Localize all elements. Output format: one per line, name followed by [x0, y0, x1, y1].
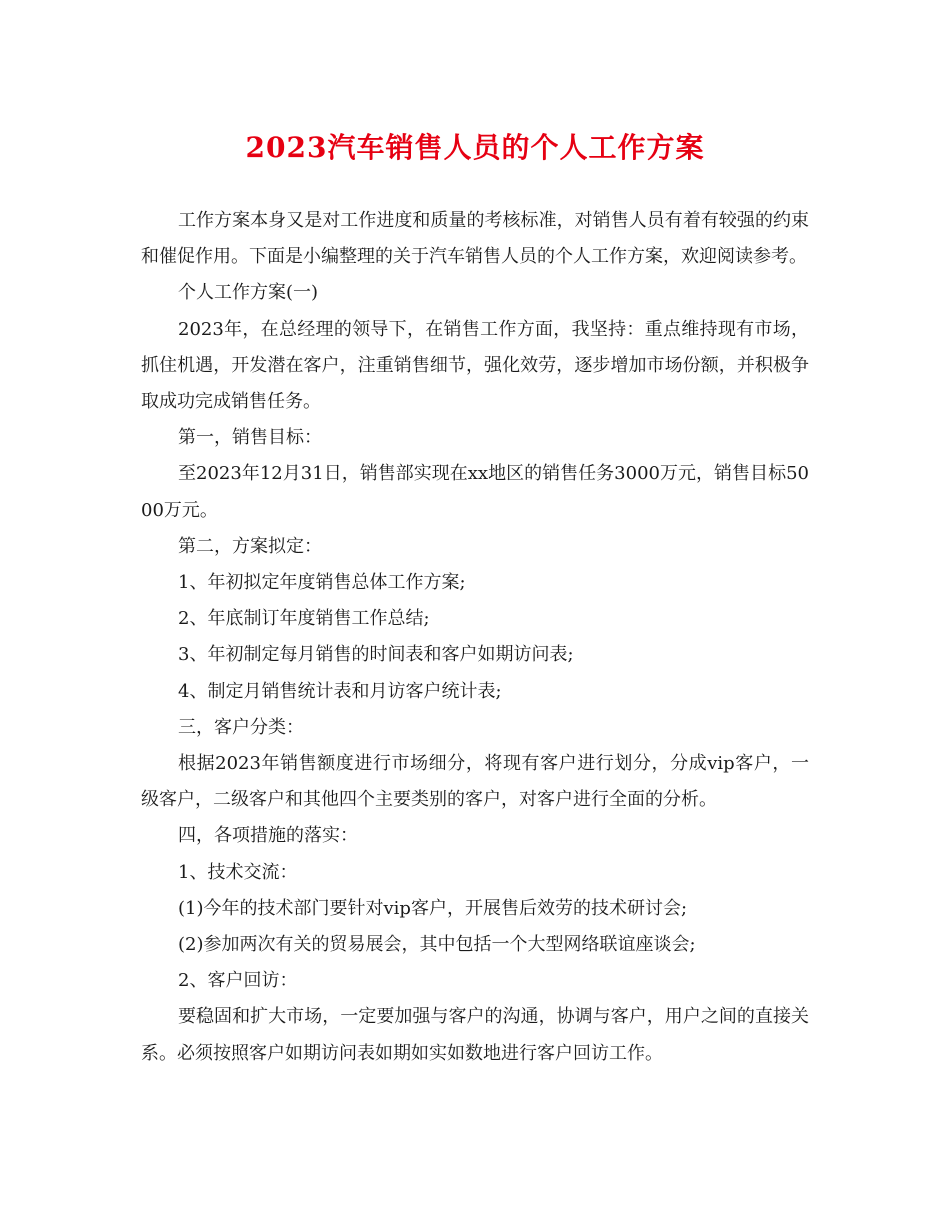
- paragraph-customer-classification: 根据2023年销售额度进行市场细分，将现有客户进行划分，分成vip客户，一级客户，二级客户和其他四个主要类别的客户，对客户进行全面的分析。: [141, 753, 809, 811]
- section-heading-plan-one: 个人工作方案(一): [178, 282, 319, 304]
- section-heading-plan-drafting: 第二，方案拟定：: [178, 535, 322, 557]
- list-item: (2)参加两次有关的贸易展会，其中包括一个大型网络联谊座谈会;: [178, 934, 696, 956]
- document-title: 2023汽车销售人员的个人工作方案: [245, 131, 705, 164]
- list-item: 4、制定月销售统计表和月访客户统计表;: [178, 680, 502, 702]
- paragraph-sales-target: 至2023年12月31日，销售部实现在xx地区的销售任务3000万元，销售目标5000万元。: [141, 463, 809, 521]
- subheading-tech-exchange: 1、技术交流：: [178, 861, 298, 883]
- paragraph-overview: 2023年，在总经理的领导下，在销售工作方面，我坚持：重点维持现有市场，抓住机遇，开发潜在客户，注重销售细节，强化效劳，逐步增加市场份额，并积极争取成功完成销售任务。: [141, 318, 809, 413]
- list-item: 1、年初拟定年度销售总体工作方案;: [178, 572, 466, 594]
- document-body: [141, 203, 809, 1072]
- list-item: 3、年初制定每月销售的时间表和客户如期访问表;: [178, 644, 574, 666]
- paragraph-intro: 工作方案本身又是对工作进度和质量的考核标准，对销售人员有着有较强的约束和催促作用。下面是小编整理的关于汽车销售人员的个人工作方案，欢迎阅读参考。: [141, 210, 809, 268]
- paragraph-customer-revisit: 要稳固和扩大市场，一定要加强与客户的沟通，协调与客户，用户之间的直接关系。必须按照客户如期访问表如期如实如数地进行客户回访工作。: [141, 1006, 809, 1064]
- list-item: 2、年底制订年度销售工作总结;: [178, 608, 430, 630]
- section-heading-measures: 四，各项措施的落实：: [178, 825, 358, 847]
- subheading-customer-revisit: 2、客户回访：: [178, 970, 298, 992]
- list-item: (1)今年的技术部门要针对vip客户，开展售后效劳的技术研讨会;: [178, 897, 688, 919]
- section-heading-customer-classification: 三，客户分类：: [178, 716, 304, 738]
- section-heading-sales-target: 第一，销售目标：: [178, 427, 322, 449]
